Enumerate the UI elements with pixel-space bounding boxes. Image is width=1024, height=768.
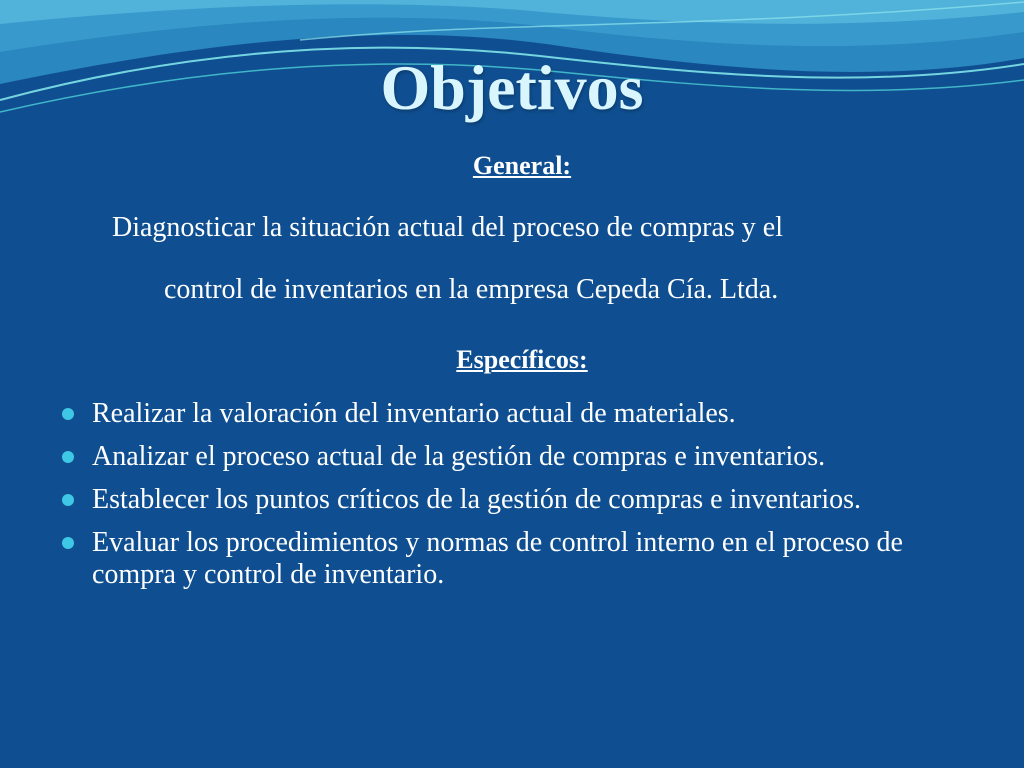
- list-item: [62, 484, 962, 516]
- slide-title: Objetivos: [380, 52, 644, 123]
- general-objective-line-1: Diagnosticar la situación actual del proceso de compras y el: [112, 212, 783, 243]
- list-item-text: Realizar la valoración del inventario actual de materiales.: [92, 398, 736, 429]
- list-item-text: Evaluar los procedimientos y normas de control interno en el proceso de compra y control de inventario.: [92, 527, 903, 590]
- specific-objectives-list: [62, 398, 962, 602]
- general-objective: [112, 212, 962, 306]
- general-objective-line-2: control de inventarios en la empresa Cepeda Cía. Ltda.: [164, 274, 779, 305]
- list-item-text: Analizar el proceso actual de la gestión de compras e inventarios.: [92, 441, 826, 472]
- bullet-icon: [62, 494, 74, 506]
- bullet-icon: [62, 451, 74, 463]
- general-heading: General:: [472, 151, 572, 180]
- list-item: [62, 527, 962, 591]
- list-item-text: Establecer los puntos críticos de la gestión de compras e inventarios.: [92, 484, 862, 515]
- specific-heading: Específicos:: [456, 345, 588, 374]
- list-item: [62, 398, 962, 430]
- list-item: [62, 441, 962, 473]
- bullet-icon: [62, 537, 74, 549]
- bullet-icon: [62, 408, 74, 420]
